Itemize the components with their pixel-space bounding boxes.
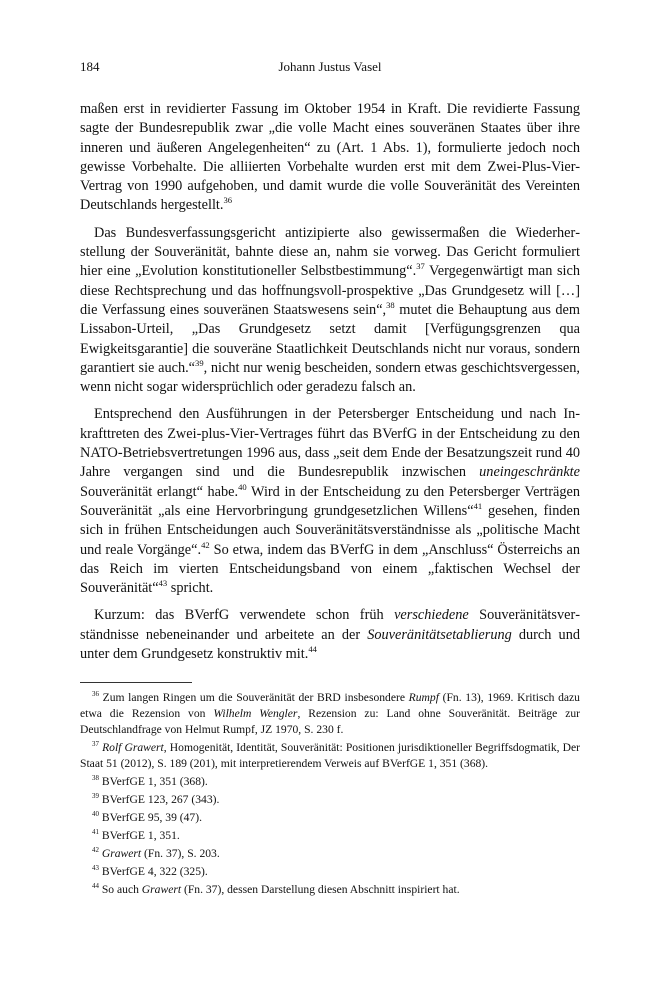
text-run: BVerfGE 95, 39 (47). [98,811,202,824]
paragraph-4 [80,606,580,664]
paragraph-2 [80,224,580,398]
footnote-ref[interactable]: 37 [416,261,425,272]
text-run: BVerfGE 1, 351 (368). [98,775,208,788]
text-run: BVerfGE 1, 351. [98,829,180,842]
footnote-number: 42 [92,846,99,855]
footnote-number: 36 [92,690,99,699]
footnote-number: 40 [92,810,99,819]
text-run: Entsprechend den Ausführungen in der Petersberger Entscheidung und nach Inkrafttreten des Zwei-plus-Vier-Vertrages führt das BVerfG in der Entscheidung zu den NATO-Betriebsvertretungen 1996 aus, dass „seit dem Ende der Besatzungszeit rund 40 Jahre vergangen sind und die Bundesrepublik inzwischen [80,406,580,481]
footnote-39 [80,792,580,808]
footnote-37 [80,740,580,772]
text-run: (Fn. 37), dessen Darstellung diesen Abschnitt inspiriert hat. [181,883,460,896]
emphasis: uneingeschränkte [479,464,580,481]
text-run: BVerfGE 123, 267 (343). [98,793,220,806]
text-run: , Rezension zu: Land ohne Souveränität. Beiträge zur Deutschlandfrage von Helmut Rumpf, JZ 1970, S. 230 f. [80,707,581,736]
emphasis: Rumpf [408,691,439,704]
footnote-40 [80,810,580,826]
paragraph-1 [80,100,580,216]
text-run: spricht. [167,580,214,597]
emphasis: Grawert [101,847,142,860]
emphasis: Rolf Grawert [102,741,164,754]
text-run: Wird in der Entscheidung zu den Petersberger Verträgen Souveränität „als eine Hervorbringung grundgesetzlichen Willens“ [80,483,580,519]
footnote-ref[interactable]: 43 [158,578,168,589]
footnote-42 [80,846,580,862]
footnote-number: 39 [92,792,99,801]
footnote-ref[interactable]: 36 [223,195,233,206]
footnote-number: 41 [92,828,99,837]
text-run: (Fn. 13), 1969. Kritisch dazu etwa die Rezension von [80,691,580,720]
emphasis: Souveränitätsetablierung [367,626,512,643]
footnote-number: 43 [92,864,99,873]
main-text [80,100,580,672]
text-run: (Fn. 37), S. 203. [141,847,220,860]
text-run: Das Bundesverfassungsgericht antizipierte also gewissermaßen die Wiederherstellung der Souveränität, bahnte diese an, nahm sie vorweg. Das Gericht formuliert hier eine „Evolution konstitutioneller Selbstbestimmung“. [80,224,580,280]
footnote-ref[interactable]: 40 [238,481,247,492]
footnotes [80,690,580,900]
running-title: Johann Justus Vasel [278,59,382,74]
emphasis: Grawert [141,883,182,896]
footnote-41 [80,828,580,844]
text-run: Souveränitätsverständnisse nebeneinander und arbeitete an der [80,607,580,643]
text-run: So etwa, indem das BVerfG in dem „Anschluss“ Österreichs an das Reich im vierten Entscheidungsband von einem „faktischen Wechsel der Souveränität“ [80,541,580,597]
text-run: Vergegenwärtigt man sich diese Rechtsprechung und das hoffnungsvoll-prospektive „Das Grundgesetz will […] die Verfassung eines souveränen Staatswesens sein“, [80,263,580,318]
text-run: So auch [98,883,142,896]
text-run: gesehen, finden sich in frühen Entscheidungen auch Souveränitätsverständnisse als „politische Macht und reale Vorgänge“. [80,502,580,558]
footnote-43 [80,864,580,880]
footnote-36 [80,690,580,738]
text-run: durch und unter dem Grundgesetz konstruktiv mit. [80,626,580,663]
footnote-ref[interactable]: 42 [201,539,210,550]
text-run: Souveränität erlangt“ habe. [80,483,239,500]
footnote-38 [80,774,580,790]
footnote-ref[interactable]: 38 [386,300,395,311]
footnote-number: 44 [92,882,99,891]
footnote-ref[interactable]: 41 [473,501,483,512]
footnote-number: 37 [92,740,99,749]
emphasis: Wilhelm Wengler [213,707,298,720]
footnote-ref[interactable]: 39 [195,358,204,369]
page-number: 184 [80,59,100,74]
emphasis: verschiedene [394,607,469,624]
text-run: Zum langen Ringen um die Souveränität der BRD insbesondere [98,691,409,704]
footnote-ref[interactable]: 44 [308,644,317,655]
text-run: BVerfGE 4, 322 (325). [98,865,208,878]
paragraph-3 [80,405,580,598]
text-run: , nicht nur wenig bescheiden, sondern etwas geschichtsvergessen, wenn nicht sogar widersprüchlich oder geradezu falsch an. [80,359,580,396]
footnote-number: 38 [92,774,99,783]
running-header [80,57,580,77]
text-run: mutet die Behauptung aus dem Lissabon-Urteil, „Das Grundgesetz setzt damit [Verfügungsgrenzen qua Ewigkeitsgarantie] die souveräne Staatlichkeit Deutschlands nicht nur voraus, sondern garantiert sie auch.“ [80,301,580,376]
footnote-divider [80,682,192,683]
footnote-44 [80,882,580,898]
text-run: Kurzum: das BVerfG verwendete schon früh [94,607,395,624]
text-run: , Homogenität, Identität, Souveränität: Positionen jurisdiktioneller Begriffsdogmatik, Der Staat 51 (2012), S. 189 (201), mit interpretierendem Verweis auf BVerfGE 1, 351 (368). [80,741,580,770]
text-run: maßen erst in revidierter Fassung im Oktober 1954 in Kraft. Die revidierte Fassung sagte der Bundesrepublik zwar „die volle Macht eines souveränen Staates über ihre inneren und äußeren Angelegenheiten“ zu (Art. 1 Abs. 1), formulierte jedoch noch gewisse Vorbehalte. Die alliierten Vorbehalte wurden erst mit dem Zwei-Plus-Vier-Vertrag von 1990 aufgehoben, und damit wurde die volle Souveränität des Vereinten Deutschlands hergestellt. [80,101,580,214]
